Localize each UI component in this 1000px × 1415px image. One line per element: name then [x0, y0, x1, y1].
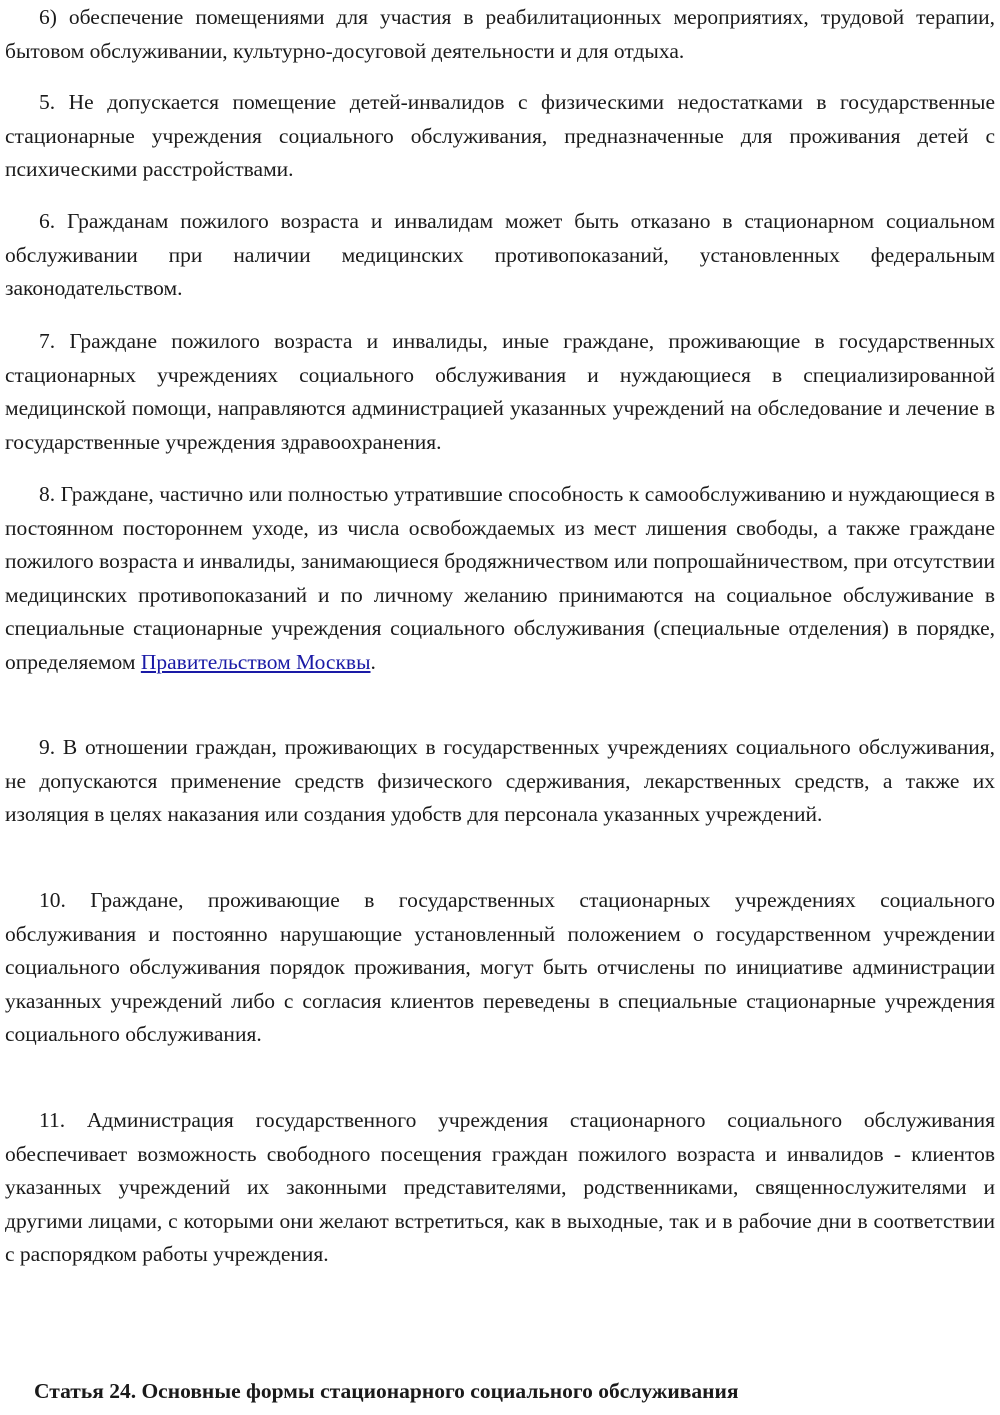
paragraph-item-6: 6) обеспечение помещениями для участия в реабилитационных мероприятиях, трудовой терапии, бытовом обслуживании, культурно-досуговой деятельности и для отдыха. [5, 5, 995, 63]
paragraph-6: 6. Гражданам пожилого возраста и инвалидам может быть отказано в стационарном социальном обслуживании при наличии медицинских противопоказаний, установленных федеральным законодательством. [5, 209, 995, 300]
article-heading: Статья 24. Основные формы стационарного социального обслуживания [34, 1379, 739, 1403]
paragraph-10: 10. Граждане, проживающие в государственных стационарных учреждениях социального обслуживания и постоянно нарушающие установленный положением о государственном учреждении социального обслуживания порядок проживания, могут быть отчислены по инициативе администрации указанных учреждений либо с согласия клиентов переведены в специальные стационарные учреждения социального обслуживания. [5, 888, 995, 1046]
paragraph-11: 11. Администрация государственного учреждения стационарного социального обслуживания обеспечивает возможность свободного посещения граждан пожилого возраста и инвалидов - клиентов указанных учреждений их законными представителями, родственниками, священнослужителями и другими лицами, с которыми они желают встретиться, как в выходные, так и в рабочие дни в соответствии с распорядком работы учреждения. [5, 1108, 995, 1266]
paragraph-8-end: . [370, 649, 376, 674]
paragraph-8-text: 8. Граждане, частично или полностью утратившие способность к самообслуживанию и нуждающиеся в постоянном постороннем уходе, из числа освобождаемых из мест лишения свободы, а также граждане пожилого возраста и инвалиды, занимающиеся бродяжничеством или попрошайничеством, при отсутствии медицинских противопоказаний и по личному желанию принимаются на социальное обслуживание в специальные стационарные учреждения социального обслуживания (специальные отделения) в порядке, определяемом [5, 482, 995, 674]
government-of-moscow-link[interactable]: Правительством Москвы [140, 649, 371, 674]
paragraph-7: 7. Граждане пожилого возраста и инвалиды, иные граждане, проживающие в государственных стационарных учреждениях социального обслуживания и нуждающиеся в специализированной медицинской помощи, направляются администрацией указанных учреждений на обследование и лечение в государственные учреждения здравоохранения. [5, 329, 995, 454]
paragraph-9: 9. В отношении граждан, проживающих в государственных учреждениях социального обслуживания, не допускаются применение средств физического сдерживания, лекарственных средств, а также их изоляция в целях наказания или создания удобств для персонала указанных учреждений. [5, 735, 995, 826]
paragraph-8 [5, 478, 995, 679]
paragraph-5: 5. Не допускается помещение детей-инвалидов с физическими недостатками в государственные стационарные учреждения социального обслуживания, предназначенные для проживания детей с психическими расстройствами. [5, 90, 995, 181]
